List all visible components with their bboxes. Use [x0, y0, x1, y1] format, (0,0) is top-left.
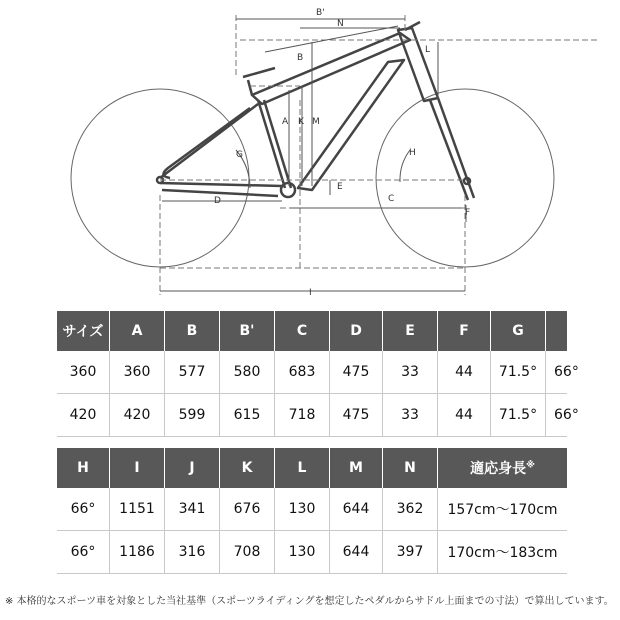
cell: 475 — [330, 351, 383, 394]
header-note-mark: ※ — [526, 460, 535, 471]
header-k: K — [220, 448, 275, 488]
header-l: L — [275, 448, 330, 488]
cell: 316 — [165, 531, 220, 574]
cell: 71.5° — [491, 394, 546, 437]
cell: 420 — [110, 394, 165, 437]
cell: 33 — [383, 351, 438, 394]
label-a: A — [282, 117, 289, 127]
cell: 718 — [275, 394, 330, 437]
table-row — [57, 531, 567, 574]
geometry-table-2 — [57, 448, 567, 574]
label-e: E — [337, 182, 343, 192]
label-h: H — [409, 148, 416, 158]
header-rider-height-label: 適応身長 — [470, 461, 527, 477]
geometry-table-1 — [57, 311, 579, 437]
header-g: G — [491, 311, 546, 351]
label-b-prime: B' — [316, 8, 325, 18]
label-k: K — [298, 117, 304, 127]
cell: 44 — [438, 351, 491, 394]
cell: 1186 — [110, 531, 165, 574]
header-j: J — [165, 448, 220, 488]
cell: 644 — [330, 488, 383, 531]
cell: 130 — [275, 488, 330, 531]
cell: 44 — [438, 394, 491, 437]
cell: 66° — [57, 531, 110, 574]
label-l: L — [425, 45, 431, 55]
label-f: F — [465, 208, 471, 218]
cell: 170cm〜183cm — [438, 531, 567, 574]
header-a: A — [110, 311, 165, 351]
frame-geometry-diagram — [0, 0, 620, 300]
cell: 577 — [165, 351, 220, 394]
table-header-row — [57, 311, 567, 351]
table-row — [57, 394, 567, 437]
cell: 157cm〜170cm — [438, 488, 567, 531]
cell: 708 — [220, 531, 275, 574]
cell: 33 — [383, 394, 438, 437]
header-size: サイズ — [57, 311, 110, 351]
dimension-lines — [160, 15, 600, 295]
header-d: D — [330, 311, 383, 351]
dimension-arrows — [160, 19, 466, 291]
cell: 676 — [220, 488, 275, 531]
header-e: E — [383, 311, 438, 351]
label-c: C — [388, 194, 395, 204]
header-b: B — [165, 311, 220, 351]
header-c: C — [275, 311, 330, 351]
label-i: I — [309, 288, 312, 298]
table-row — [57, 351, 567, 394]
cell: 71.5° — [491, 351, 546, 394]
label-b: B — [297, 53, 304, 63]
cell: 1151 — [110, 488, 165, 531]
header-m: M — [330, 448, 383, 488]
cell: 580 — [220, 351, 275, 394]
cell: 362 — [383, 488, 438, 531]
label-m: M — [312, 117, 320, 127]
header-i: I — [110, 448, 165, 488]
label-n: N — [337, 19, 344, 29]
cell: 397 — [383, 531, 438, 574]
cell: 66° — [57, 488, 110, 531]
cell: 644 — [330, 531, 383, 574]
cell: 420 — [57, 394, 110, 437]
header-rider-height — [438, 448, 567, 488]
cell: 683 — [275, 351, 330, 394]
footnote: ※ 本格的なスポーツ車を対象とした当社基準（スポーツライディングを想定したペダルからサドル上面までの寸法）で算出しています。 — [5, 596, 614, 607]
cell: 360 — [57, 351, 110, 394]
table-header-row — [57, 448, 567, 488]
header-h: H — [57, 448, 110, 488]
cell: 360 — [110, 351, 165, 394]
cell: 66° — [546, 351, 567, 394]
cell: 615 — [220, 394, 275, 437]
label-g: G — [236, 150, 243, 160]
cell: 341 — [165, 488, 220, 531]
cell: 130 — [275, 531, 330, 574]
table-row — [57, 488, 567, 531]
cell: 66° — [546, 394, 567, 437]
header-h-cut — [546, 311, 567, 351]
cell: 475 — [330, 394, 383, 437]
header-b-prime: B' — [220, 311, 275, 351]
header-n: N — [383, 448, 438, 488]
header-f: F — [438, 311, 491, 351]
label-d: D — [214, 196, 221, 206]
cell: 599 — [165, 394, 220, 437]
